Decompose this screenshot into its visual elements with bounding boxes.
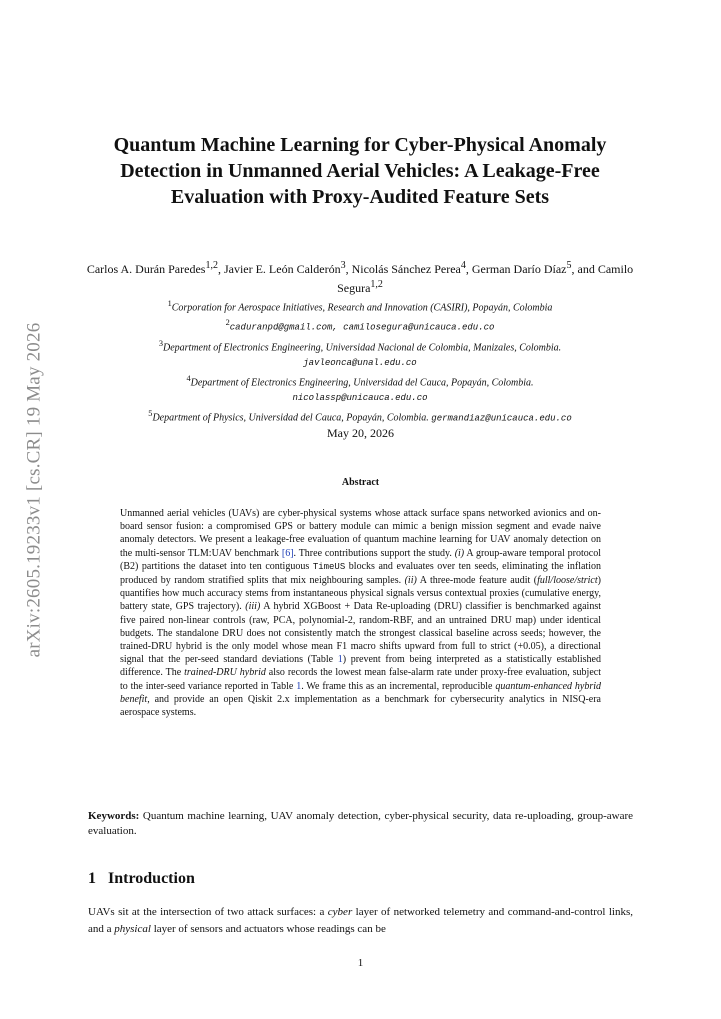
page-number: 1 (357, 957, 364, 969)
affiliation-4: $^4$Department of Electronics Engineering, Universidad del Cauca, Popayán, Colombia. nicolassp@unicauca.edu.co (186, 373, 534, 404)
keywords (88, 809, 633, 839)
author: Javier E. León Calderón$^3$ (223, 260, 346, 276)
email: javleonca@unal.edu.co (303, 357, 417, 368)
table-ref-link[interactable]: 1 (296, 680, 302, 692)
affiliation-3: $^3$Department of Electronics Engineering, Universidad Nacional de Colombia, Manizales, Colombia. javleonca@unal.edu.co (158, 338, 562, 368)
author: Camilo Segura$^{1,2}$ (337, 262, 634, 295)
email: germandiaz@unicauca.edu.co (431, 413, 572, 424)
section-heading-introduction (88, 870, 195, 888)
affiliation-list (74, 296, 646, 427)
arxiv-identifier-stamp (16, 300, 52, 680)
author: Carlos A. Durán Paredes$^{1,2}$ (86, 260, 218, 276)
keywords-label: Keywords: (88, 810, 140, 822)
publication-date: May 20, 2026 (327, 426, 394, 440)
table-ref-link[interactable]: 1 (337, 654, 343, 666)
email: nicolassp@unicauca.edu.co (292, 393, 428, 404)
affiliation-1: $^1$Corporation for Aerospace Initiatives, Research and Innovation (CASIRI), Popayán, Colombia $^2$caduranpd@gmail.com, camilosegura@unicauca.edu.co (167, 299, 553, 333)
introduction-paragraph: UAVs sit at the intersection of two attack surfaces: a cyber layer of networked telemetry and command-and-control links, and a physical layer of sensors and actuators whose readings can be (88, 906, 633, 935)
abstract-body: Unmanned aerial vehicles (UAVs) are cyber-physical systems whose attack surface spans networked avionics and on-board sensor fusion: a compromised GPS or battery module can mimic a benign mission segment and evade naive anomaly detectors. We present a leakage-free evaluation of quantum machine learning for UAV anomaly detection on the multi-sensor TLM:UAV benchmark [6]. Three contributions support the study. (i) A group-aware temporal protocol (B2) partitions the dataset into ten contiguous TimeUS blocks and evaluates over ten seeds, eliminating the inflation produced by random stratified splits that mix neighbouring samples. (ii) A three-mode feature audit (full/loose/strict) quantifies how much accuracy stems from instantaneous physical signals versus contextual proxies (cumulative energy, battery state, GPS trajectory). (iii) A hybrid XGBoost + Data Re-uploading (DRU) classifier is benchmarked against five paired non-linear controls (raw, PCA, polynomial-2, random-RBF, and an untrained DRU map) under identical budgets. The standalone DRU does not consistently match the strongest classical baseline across seeds; however, the trained-DRU hybrid is the only model whose mean F1 macro shifts upward from full to strict (+0.05), a directional signal that the per-seed standard deviations (Table 1) prevent from being interpreted as a statistically established difference. The trained-DRU hybrid also records the lowest mean false-alarm rate under proxy-free evaluation, subject to the inter-seed variance reported in Table 1. We frame this as an incremental, reproducible quantum-enhanced hybrid benefit, and provide an open Qiskit 2.x implementation as a benchmark for cybersecurity analytics in NISQ-era aerospace systems. (120, 508, 602, 719)
keywords-text: Quantum machine learning, UAV anomaly detection, cyber-physical security, data re-uploading, group-aware evaluation. (88, 810, 633, 837)
author-list: Carlos A. Durán Paredes$^{1,2}$, Javier E. León Calderón$^3$, Nicolás Sánchez Perea$^4$, German Darío Díaz$^5$, and Camilo Segura$^{1,2}$ (86, 260, 634, 295)
citation-link[interactable]: [6] (281, 547, 294, 559)
author: German Darío Díaz$^5$ (471, 260, 572, 276)
section-title: Introduction (108, 870, 195, 887)
paper-title: Quantum Machine Learning for Cyber-Physical Anomaly Detection in Unmanned Aerial Vehicles: A Leakage-Free Evaluation with Proxy-Audited Feature Sets (113, 134, 607, 208)
section-number: 1 (88, 870, 96, 887)
abstract-heading: Abstract (341, 477, 380, 488)
email: caduranpd@gmail.com, camilosegura@unicauca.edu.co (229, 322, 495, 333)
arxiv-identifier-text: arXiv:2605.19233v1 [cs.CR] 19 May 2026 (23, 322, 45, 658)
author: Nicolás Sánchez Perea$^4$ (351, 260, 466, 276)
affiliation-5: $^5$Department of Physics, Universidad del Cauca, Popayán, Colombia. germandiaz@unicauca.edu.co (148, 409, 572, 424)
